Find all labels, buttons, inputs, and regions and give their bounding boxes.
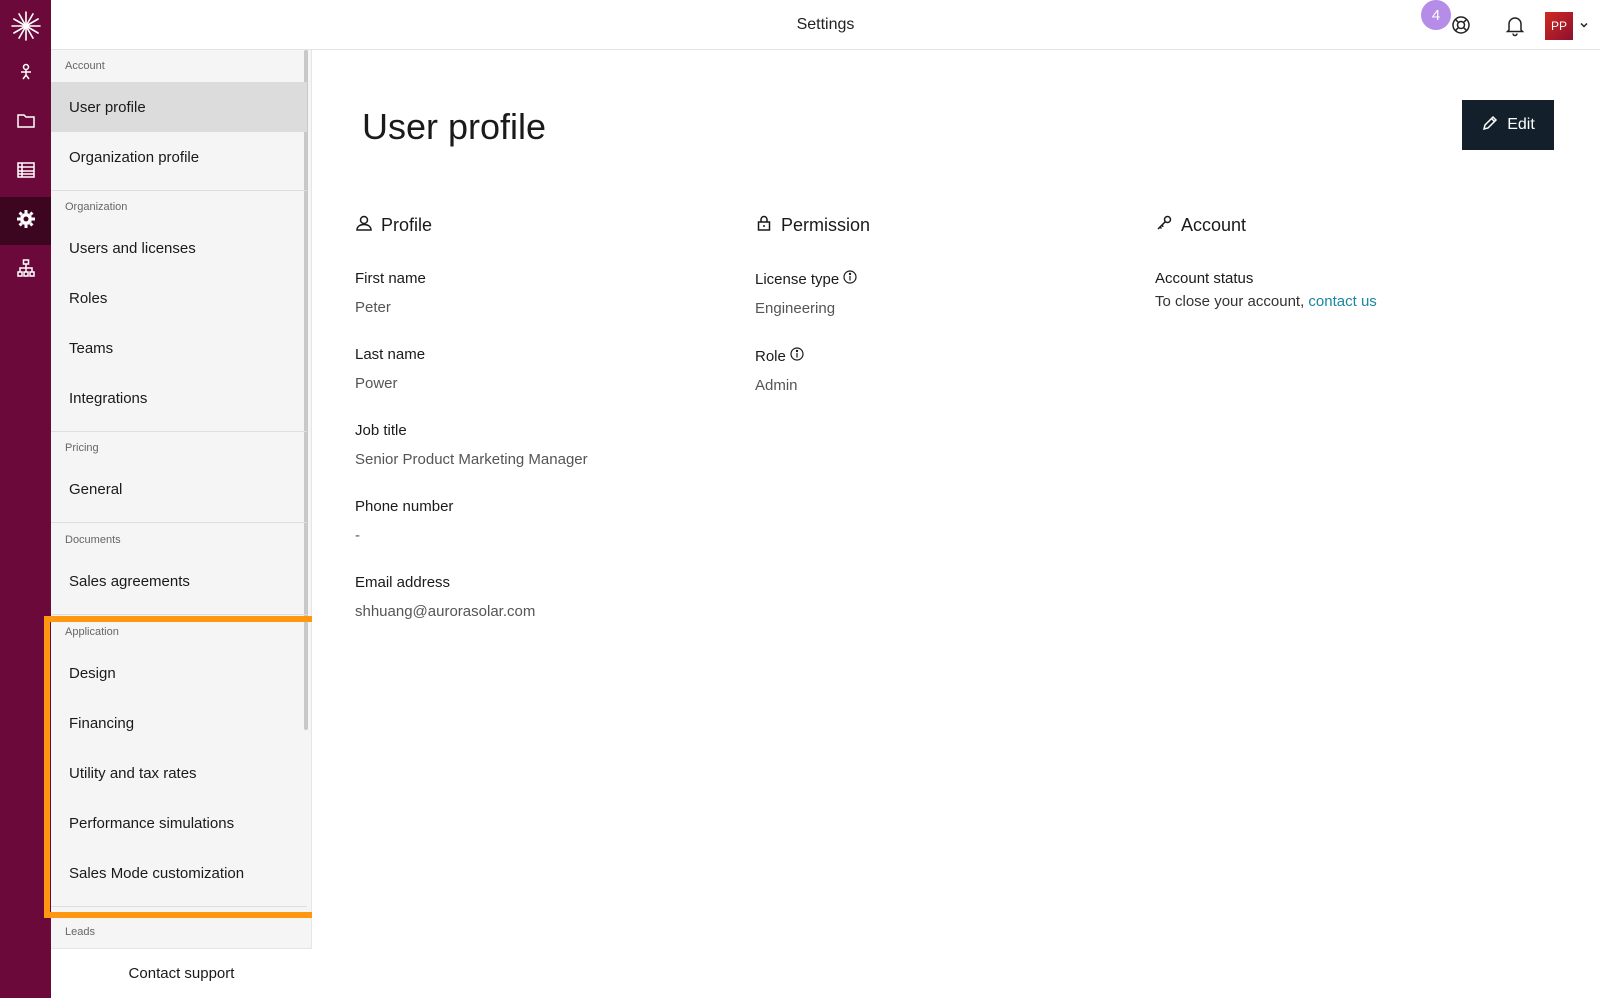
- field-value: Peter: [355, 299, 391, 316]
- field-label: First name: [355, 270, 426, 287]
- field-label: [755, 347, 1135, 365]
- top-bar: [51, 0, 1600, 50]
- field-label: Email address: [355, 574, 451, 591]
- sidebar-item-sales-agreements[interactable]: Sales agreements: [69, 572, 190, 590]
- edit-button[interactable]: [1462, 100, 1554, 150]
- profile-heading: [355, 210, 735, 240]
- sidebar-section-heading: Organization: [65, 201, 128, 213]
- field-phone-number: [355, 498, 735, 544]
- rail-item-table[interactable]: [0, 148, 51, 196]
- user-avatar[interactable]: PP: [1545, 12, 1573, 40]
- sidebar-item-design[interactable]: Design: [69, 664, 116, 682]
- page-title: User profile: [362, 106, 547, 147]
- field-label: Last name: [355, 346, 426, 363]
- sidebar-item-general[interactable]: General: [69, 480, 123, 498]
- contact-support-button[interactable]: Contact support: [51, 948, 312, 998]
- profile-heading-label: Profile: [381, 214, 433, 235]
- permission-heading: [755, 210, 1135, 240]
- field-label: Phone number: [355, 498, 454, 515]
- sidebar-item-users-and-licenses[interactable]: Users and licenses: [69, 239, 196, 257]
- sidebar-section-leads: [51, 916, 307, 948]
- field-label-text: Role: [755, 347, 786, 365]
- field-license-type: [755, 270, 1135, 317]
- sidebar-item-utility-and-tax-rates[interactable]: Utility and tax rates: [69, 764, 197, 782]
- account-column: [1155, 210, 1535, 310]
- sidebar-item-user-profile[interactable]: User profile: [51, 82, 307, 132]
- aurora-logo-icon[interactable]: [6, 6, 45, 45]
- account-status-text: [1155, 293, 1535, 310]
- person-star-icon: [17, 63, 35, 86]
- permission-heading-label: Permission: [781, 214, 871, 235]
- highlight-box: [44, 616, 320, 918]
- field-job-title: [355, 422, 735, 468]
- rail-item-leads[interactable]: [0, 50, 51, 98]
- sidebar-item-organization-profile[interactable]: Organization profile: [69, 148, 200, 166]
- field-account-status: [1155, 270, 1535, 310]
- folder-icon: [16, 112, 36, 135]
- field-label: [755, 270, 1135, 288]
- info-icon[interactable]: [843, 270, 857, 288]
- account-heading: [1155, 210, 1535, 240]
- field-first-name: [355, 270, 735, 316]
- sidebar-section-organization: [51, 191, 307, 432]
- field-email-address: [355, 574, 735, 620]
- org-chart-icon: [16, 258, 36, 283]
- notification-count-badge[interactable]: 4: [1421, 0, 1451, 30]
- sidebar-divider: [51, 522, 307, 523]
- field-value: -: [355, 527, 360, 544]
- sidebar-section-heading: Documents: [65, 534, 121, 546]
- field-label-text: License type: [755, 270, 840, 288]
- table-icon: [16, 161, 36, 184]
- field-role: [755, 347, 1135, 394]
- field-last-name: [355, 346, 735, 392]
- sidebar-item-sales-mode-customization[interactable]: Sales Mode customization: [69, 864, 245, 882]
- sidebar-item-teams[interactable]: Teams: [69, 339, 114, 357]
- info-icon[interactable]: [790, 347, 804, 365]
- sidebar-section-heading: Leads: [65, 926, 95, 938]
- main-content: [312, 50, 1600, 998]
- field-value: Engineering: [755, 300, 836, 317]
- field-value: Admin: [755, 377, 798, 394]
- contact-us-link[interactable]: contact us: [1308, 293, 1377, 310]
- rail-item-settings[interactable]: [0, 197, 51, 245]
- edit-button-label: Edit: [1507, 116, 1535, 133]
- page-header-title: Settings: [796, 16, 855, 33]
- person-icon: [355, 214, 373, 237]
- profile-column: [355, 210, 735, 620]
- pencil-icon: [1481, 114, 1499, 137]
- lock-icon: [755, 214, 773, 237]
- key-icon: [1155, 214, 1173, 237]
- gear-icon: [16, 209, 36, 234]
- permission-column: [755, 210, 1135, 394]
- sidebar-divider: [51, 614, 307, 615]
- field-label: Account status: [1155, 270, 1254, 287]
- sidebar-section-account: [51, 50, 307, 191]
- rail-item-projects[interactable]: [0, 99, 51, 147]
- help-lifebuoy-icon[interactable]: [1449, 13, 1473, 37]
- sidebar-section-documents: [51, 524, 307, 615]
- sidebar-item-integrations[interactable]: Integrations: [69, 389, 148, 407]
- sidebar-section-heading: Pricing: [65, 442, 99, 454]
- sidebar-section-heading: Application: [65, 626, 119, 638]
- sidebar-item-financing[interactable]: Financing: [69, 714, 135, 732]
- field-value: Power: [355, 375, 398, 392]
- account-heading-label: Account: [1181, 214, 1247, 235]
- account-status-message: To close your account,: [1155, 293, 1305, 310]
- chevron-down-icon[interactable]: [1578, 18, 1590, 30]
- sidebar-section-heading: Account: [65, 60, 105, 72]
- rail-item-org-chart[interactable]: [0, 246, 51, 294]
- field-value: Senior Product Marketing Manager: [355, 451, 588, 468]
- field-value: shhuang@aurorasolar.com: [355, 603, 536, 620]
- field-label: Job title: [355, 422, 407, 439]
- sidebar-section-pricing: [51, 432, 307, 523]
- sidebar-item-roles[interactable]: Roles: [69, 289, 108, 307]
- bell-icon[interactable]: [1503, 13, 1527, 37]
- sidebar-item-performance-simulations[interactable]: Performance simulations: [69, 814, 235, 832]
